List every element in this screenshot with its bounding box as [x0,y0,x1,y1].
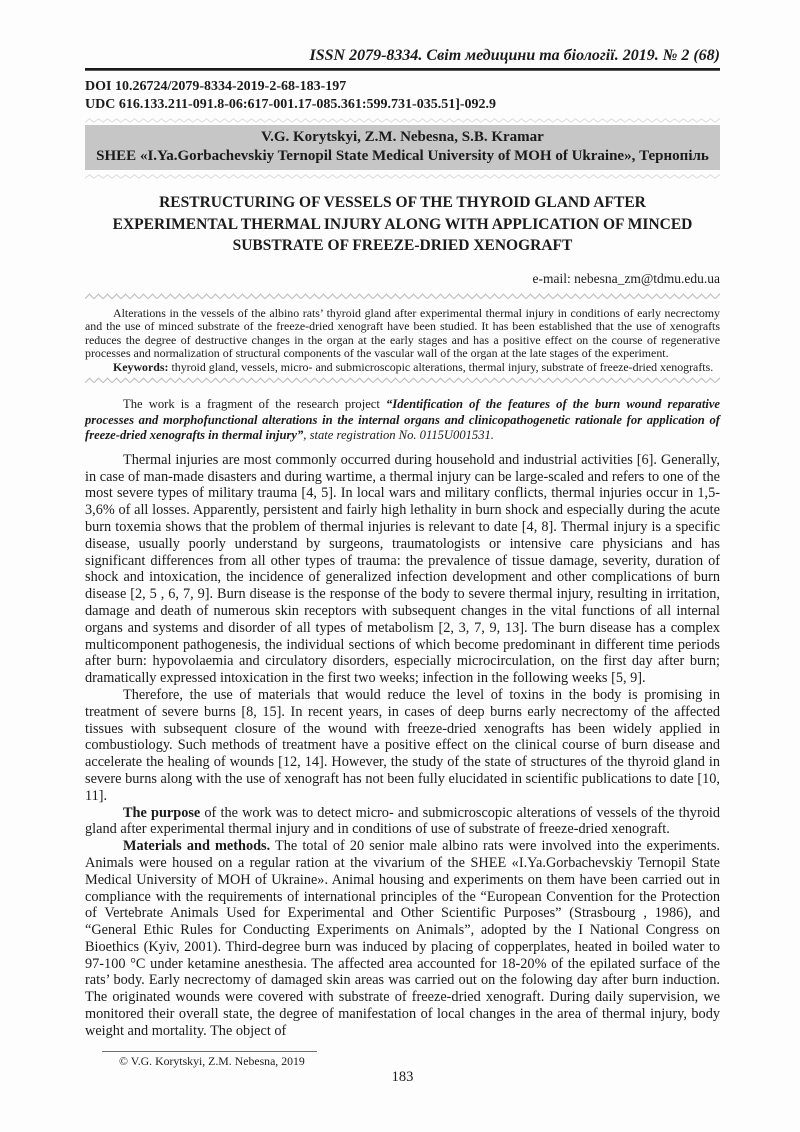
affiliation-line: SHEE «I.Ya.Gorbachevskiy Ternopil State Medical University of MOH of Ukraine», Тернопіль [96,148,709,164]
udc-line: UDC 616.133.211-091.8-06:617-001.17-085.361:599.731-035.51]-092.9 [85,97,497,112]
article-body [85,452,720,1040]
body-paragraph-introduction-2 [85,687,720,805]
abstract-text: Alterations in the vessels of the albino rats’ thyroid gland after experimental thermal injury in conditions of early necrectomy and the use of minced substrate of the freeze-dried xenograft have been studied. It has been established that the use of xenografts reduces the degree of destructive changes in the organ at the early stages and has a positive effect on the course of regenerative processes and normalization of structural components of the vascular wall of the organ at the late stages of the experiment. [85,305,720,360]
body-paragraph-materials-methods [85,838,720,1040]
keywords-label: Keywords: [113,359,169,374]
keywords-text: thyroid gland, vessels, micro- and submicroscopic alterations, thermal injury, substrate of freeze-dried xenografts. [168,359,714,374]
project-intro: The work is a fragment of the research project [123,397,387,411]
paragraph-text: Thermal injuries are most commonly occurred during household and industrial activities [6]. Generally, in case of man-made disasters and during wartime, a thermal injury can be large-scaled and refers to one of the most severe types of military trauma [4, 5]. In local wars and military conflicts, thermal injuries occur in 1,5-3,6% of all losses. Apparently, persistent and fairly high lethality in burn shock and especially during the acute burn toxemia shows that the problem of thermal injuries is relevant to date [4, 8]. Thermal injury is a specific disease, usually poorly understand by surgeons, traumatologists or intensive care physicians and has significant differences from all other types of trauma: the prevalence of tissue damage, severity, duration of shock and intoxication, the incidence of generalized infection development and other complications of burn disease [2, 5 , 6, 7, 9]. Burn disease is the response of the body to severe thermal injury, resulting in irritation, damage and death of numerous skin receptors with subsequent changes in the vital functions of all internal organs and systems and disorder of all types of metabolism [2, 3, 7, 9, 13]. The burn disease has a complex multicomponent pathogenesis, the individual sections of which become predominant in different time periods after burn: hypovolaemia and circulatory disorders, especially microcirculation, on the first day after burn; dramatically expressed intoxication in the first two weeks; infection in the following weeks [5, 9]. [85,451,720,687]
zigzag-divider-light-top [85,118,720,123]
authors-affiliation-band [85,125,720,170]
paragraph-text: of the work was to detect micro- and submicroscopic alterations of vessels of the thyroid gland after experimental thermal injury and in conditions of use of substrate of freeze-dried xenograft. [85,804,720,838]
zigzag-divider-abstract-top [85,293,720,300]
article-title: RESTRUCTURING OF VESSELS OF THE THYROID GLAND AFTER EXPERIMENTAL THERMAL INJURY ALONG WITH APPLICATION OF MINCED SUBSTRATE OF FREEZE-DRIED XENOGRAFT [112,194,693,254]
zigzag-divider-abstract-bottom [85,377,720,384]
paragraph-text: The total of 20 senior male albino rats were involved into the experiments. Animals were housed on a regular ration at the vivarium of the SHEE «I.Ya.Gorbachevskiy Ternopil State Medical University of MOH of Ukraine». Animal housing and experiments on them have been carried out in compliance with the requirements of international principles of the “European Convention for the Protection of Vertebrate Animals Used for Experimental and Other Scientific Purposes” (Strasbourg , 1986), and “General Ethic Rules for Conducting Experiments on Animals”, adopted by the I National Congress on Bioethics (Kyiv, 2001). Third-degree burn was induced by placing of copperplates, heated in boiled water to 97-100 °C under ketamine anesthesia. The affected area accounted for 18-20% of the epilated surface of the rats’ body. Early necrectomy of damaged skin areas was carried out on the folowing day after burn induction. The originated wounds were covered with substrate of freeze-dried xenograft. During daily supervision, we monitored their overall state, the degree of manifestation of local changes in the area of thermal injury, body weight and mortality. The object of [85,838,720,1039]
abstract-block [85,307,720,375]
project-registration: , state registration No. 0115U001531. [303,428,494,443]
paragraph-lead: The purpose [123,804,201,821]
authors-line: V.G. Korytskyi, Z.M. Nebesna, S.B. Kramar [261,129,544,145]
paragraph-text: Therefore, the use of materials that would reduce the level of toxins in the body is promising in treatment of severe burns [8, 15]. In recent years, in cases of deep burns early necrectomy of the affected tissues with subsequent closure of the wound with freeze-dried xenografts has been widely applied in combustiology. Such methods of treatment have a positive effect on the clinical course of burn disease and accelerate the healing of wounds [12, 14]. However, the study of the state of structures of the thyroid gland in severe burns along with the use of xenograft has not been fully elucidated in scientific publications to date [10, 11]. [85,686,720,804]
keywords-line [85,361,720,375]
paragraph-lead: Materials and methods. [123,838,271,855]
zigzag-divider-light-bottom [85,174,720,179]
page-number: 183 [391,1069,414,1085]
project-quote: “Identification of the features of the burn wound reparative processes and morphofunctional alterations in the internal organs and clinicopathogenetic rationale for application of freeze-dried xenografts in thermal injury” [85,397,720,443]
copyright-line: © V.G. Korytskyi, Z.M. Nebesna, 2019 [119,1054,305,1068]
author-email: e-mail: nebesna_zm@tdmu.edu.ua [532,270,720,286]
header-double-rule [85,68,720,71]
journal-issue-header: ISSN 2079-8334. Світ медицини та біології. 2019. № 2 (68) [309,47,720,64]
footnote-rule [102,1051,317,1052]
page-footer [85,1051,720,1086]
body-paragraph-purpose [85,805,720,839]
doi-line: DOI 10.26724/2079-8334-2019-2-68-183-197 [85,79,347,94]
body-paragraph-introduction-1 [85,452,720,687]
research-project-note [85,397,720,444]
